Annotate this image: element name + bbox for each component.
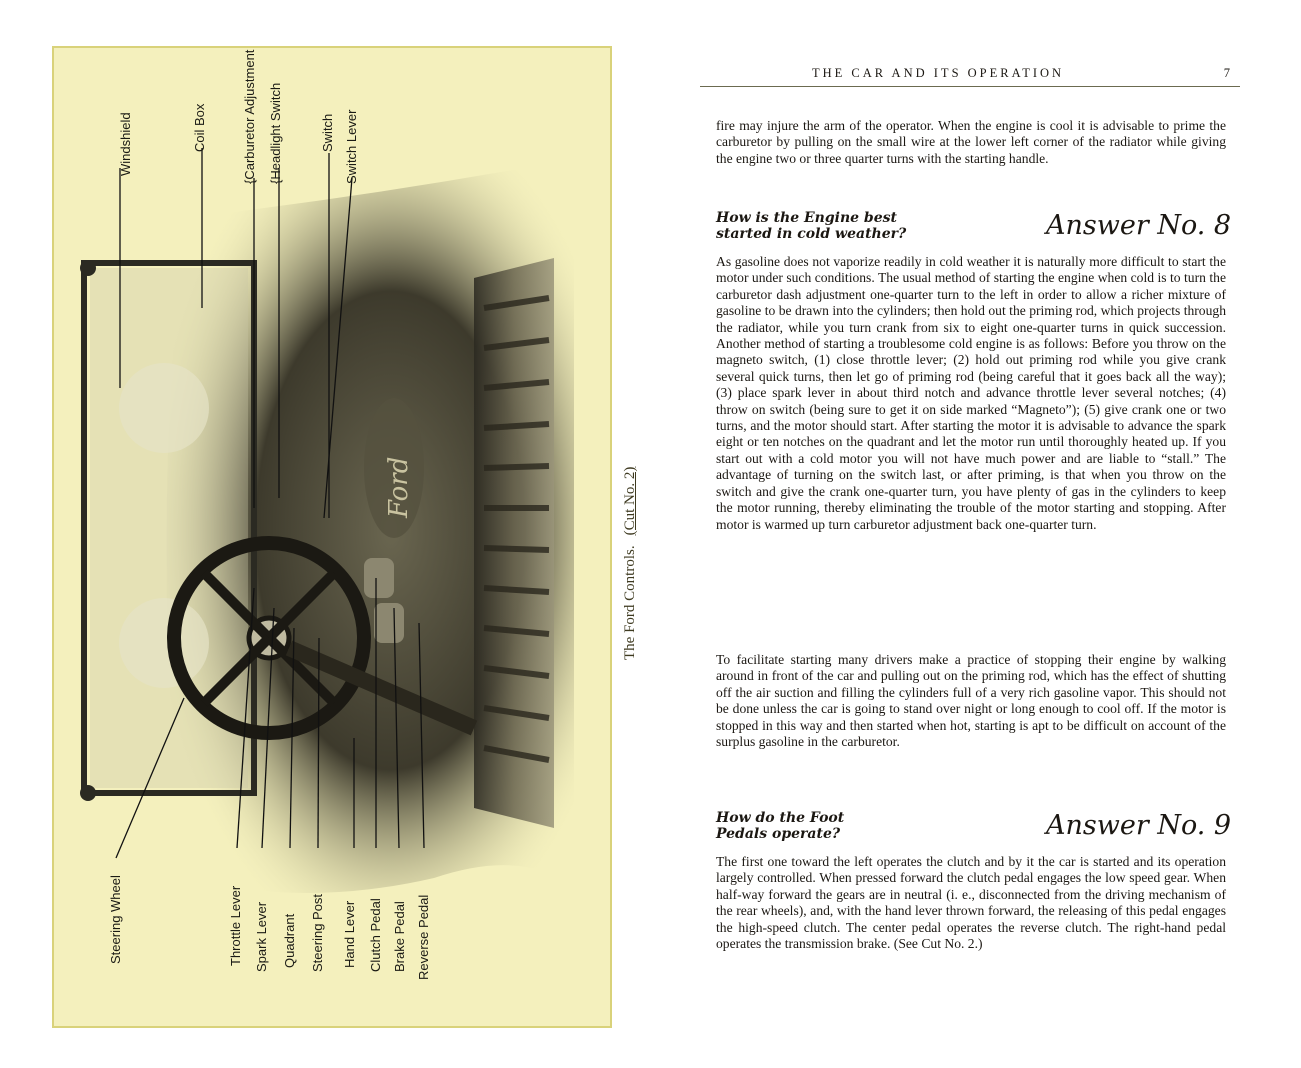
answer-9-paragraph: The first one toward the left operates the clutch and by it the car is started and its operation largely controlled. When pressed forward the clutch pedal engages the low speed gear. When half-way forward the gears are in neutral (i. e., disconnected from the driving mechanism of the rear wheels), and, with the hand lever thrown forward, the releasing of this pedal engages the high-speed clutch. The center pedal operates the reverse clutch. The right-hand pedal operates the transmission brake. (See Cut No. 2.) — [716, 854, 1226, 952]
plate-caption-cut: (Cut No. 2) — [622, 466, 638, 536]
label-quadrant: Quadrant — [282, 913, 297, 968]
label-switch-lever: Switch Lever — [344, 109, 359, 184]
paragraph-continued: fire may injure the arm of the operator. When the engine is cool it is advisable to prime the carburetor by pulling on the small wire at the lower left corner of the radiator while giving the engine two or three quarter turns with the starting handle. — [716, 118, 1226, 166]
answer-8-paragraph-1: As gasoline does not vaporize readily in cold weather it is naturally more difficult to start the motor under such conditions. The usual method of starting the engine when cold is to turn the carburetor dash adjustment one-quarter turn to the left in order to allow a richer mixture of gasoline to be drawn into the cylinders; then hold out the priming rod, which projects through the radiator, while you turn crank from six to eight one-quarter turns in quick succession. Another method of starting a troublesome cold engine is as follows: Before you throw on the magneto switch, (1) close throttle lever; (2) hold out priming rod while you give crank several quick turns, then let go of priming rod (being careful that it goes back all the way); (3) place spark lever in about third notch and advance throttle lever several notches; (4) throw on switch (being sure to get it on side marked “Magneto”); (5) give crank one or two turns, and the motor should start. After starting the motor it is advisable to advance the spark eight or ten notches on the quadrant and let the motor run until thoroughly heated up. If you start out with a cold motor you will not have much power and are liable to “stall.” The advantage of turning on the switch last, or after priming, is that when you throw on the switch and give the crank one-quarter turn, you have plenty of gas in the cylinders to keep the motor running, thereby eliminating the trouble of the motor starting and stopping. After motor is warmed up turn carburetor adjustment back one-quarter turn. — [716, 254, 1226, 532]
answer-8-paragraph-2: To facilitate starting many drivers make a practice of stopping their engine by walking around in front of the car and pulling out on the priming rod, which has the effect of shutting off the air suction and filling the cylinders full of a very rich gasoline vapor. This should not be done unless the car is going to stand over night or long enough to cool off. If the motor is stopped in this way and then started when hot, starting is apt to be difficult on account of the surplus gasoline in the carburetor. — [716, 652, 1226, 750]
label-headlight-switch: {Headlight Switch — [268, 82, 283, 184]
question-8-line-2: started in cold weather? — [716, 226, 907, 242]
running-head — [700, 60, 1240, 87]
ford-emblem: Ford — [384, 456, 414, 518]
question-8-heading — [716, 210, 906, 242]
label-carburetor-adjustment: {Carburetor Adjustment — [242, 49, 257, 184]
label-coil-box: Coil Box — [192, 103, 207, 152]
label-steering-post: Steering Post — [310, 893, 325, 972]
answer-9-heading: Answer No. 9 — [1046, 810, 1232, 841]
question-9-line-2: Pedals operate? — [716, 826, 841, 842]
label-spark-lever: Spark Lever — [254, 901, 269, 972]
question-9-line-1: How do the Foot — [716, 810, 845, 826]
ford-controls-photo — [54, 48, 610, 1026]
controls-plate — [52, 46, 612, 1028]
question-9-heading — [716, 810, 844, 842]
label-steering-wheel: Steering Wheel — [108, 875, 123, 964]
label-windshield: Windshield — [118, 112, 133, 176]
label-switch: Switch — [320, 113, 335, 152]
label-hand-lever: Hand Lever — [342, 900, 357, 968]
plate-caption — [622, 467, 639, 660]
page-number: 7 — [1223, 66, 1230, 80]
plate-caption-title: The Ford Controls. — [622, 545, 638, 660]
answer-8-heading: Answer No. 8 — [1046, 210, 1232, 241]
label-throttle-lever: Throttle Lever — [228, 885, 243, 966]
label-brake-pedal: Brake Pedal — [392, 901, 407, 972]
label-reverse-pedal: Reverse Pedal — [416, 894, 431, 980]
question-8-line-1: How is the Engine best — [716, 210, 897, 226]
running-head-title: THE CAR AND ITS OPERATION — [812, 66, 1065, 80]
label-clutch-pedal: Clutch Pedal — [368, 898, 383, 972]
